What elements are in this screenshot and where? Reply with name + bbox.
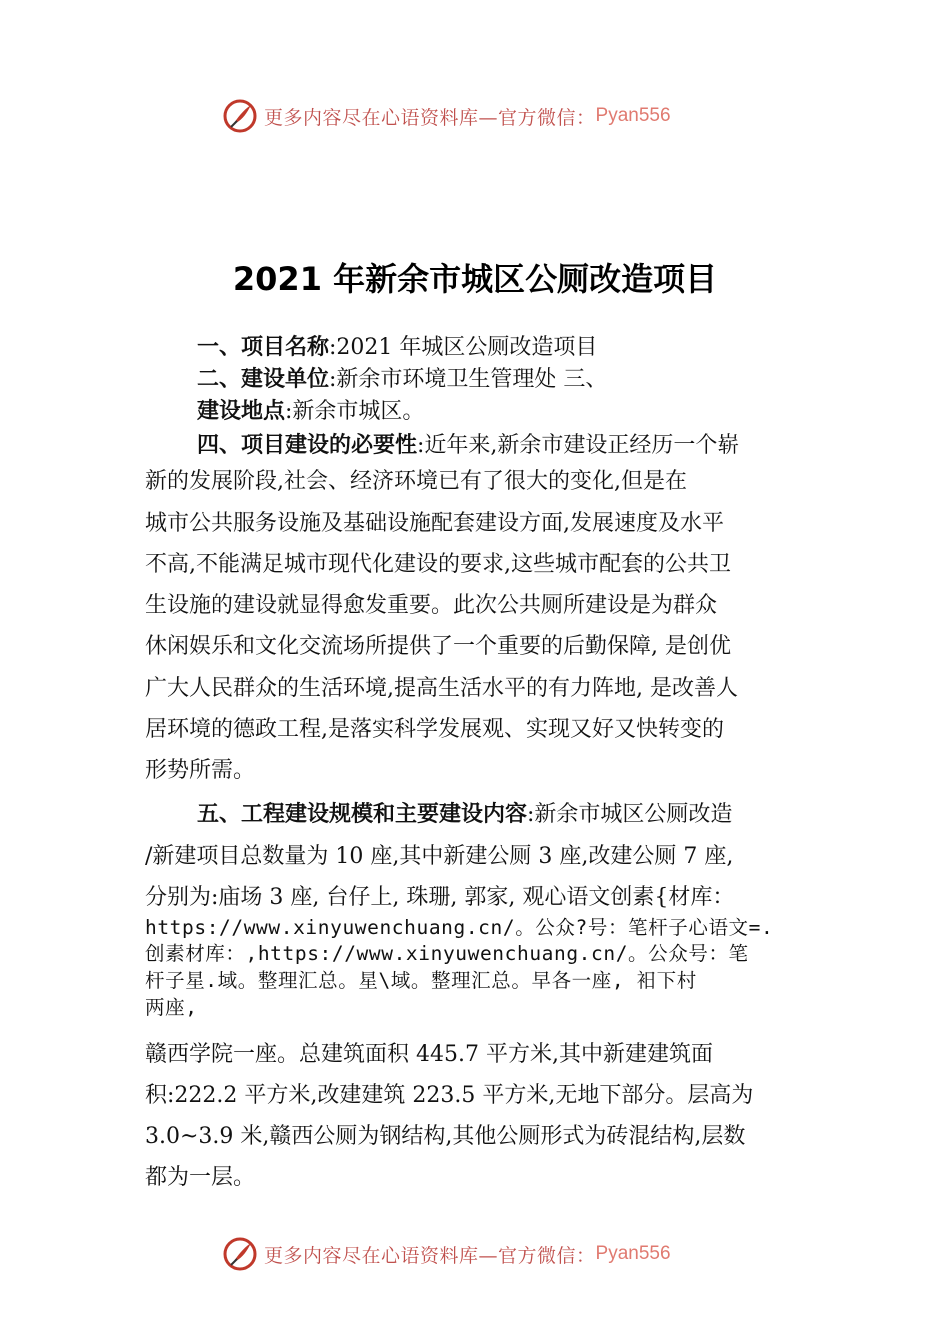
section-label: 五、工程建设规模和主要建设内容 bbox=[197, 802, 528, 827]
section-label: 四、项目建设的必要性 bbox=[197, 433, 418, 458]
banner-text: 更多内容尽在心语资料库—官方微信： bbox=[264, 1244, 596, 1267]
section-label: 建设地点 bbox=[197, 399, 286, 424]
paragraph-line: 积:222.2 平方米,改建建筑 223.5 平方米,无地下部分。层高为 bbox=[145, 1083, 754, 1108]
paragraph-line: 分别为:庙场 3 座, 台仔上, 珠珊, 郭家, 观心语文创素{材库： bbox=[145, 885, 735, 910]
paragraph-line: 3.0~3.9 米,赣西公厕为钢结构,其他公厕形式为砖混结构,层数 bbox=[145, 1124, 746, 1149]
wechat-id: Pyan556 bbox=[595, 105, 671, 126]
section-value: :近年来,新余市建设正经历一个崭 bbox=[417, 433, 740, 458]
paragraph-line: 广大人民群众的生活环境,提高生活水平的有力阵地, 是改善人 bbox=[145, 676, 738, 701]
paragraph-line: 两座, bbox=[145, 996, 198, 1019]
quill-logo-icon bbox=[222, 1236, 258, 1272]
paragraph-line: 城市公共服务设施及基础设施配套建设方面,发展速度及水平 bbox=[145, 511, 724, 536]
wechat-id: Pyan556 bbox=[595, 1243, 671, 1264]
paragraph-line: https://www.xinyuwenchuang.cn/。公众?号：笔杆子心语文=. bbox=[145, 916, 774, 939]
quill-logo-icon bbox=[222, 98, 258, 134]
paragraph-line: 休闲娱乐和文化交流场所提供了一个重要的后勤保障, 是创优 bbox=[145, 634, 731, 659]
section-label: 二、建设单位 bbox=[197, 367, 330, 392]
page-title: 2021 年新余市城区公厕改造项目 bbox=[232, 260, 718, 298]
paragraph-line: 杆子星.域。整理汇总。星\域。整理汇总。早各一座, 衵下村 bbox=[145, 969, 697, 992]
section-value: :新余市城区公厕改造 bbox=[527, 802, 733, 827]
footer-banner bbox=[222, 1234, 671, 1274]
section-value: :新余市环境卫生管理处 三、 bbox=[329, 367, 608, 392]
paragraph-line: 居环境的德政工程,是落实科学发展观、实现又好又快转变的 bbox=[145, 717, 724, 742]
paragraph-line: 形势所需。 bbox=[145, 758, 256, 783]
paragraph-line: 不高,不能满足城市现代化建设的要求,这些城市配套的公共卫 bbox=[145, 552, 731, 577]
header-banner bbox=[222, 96, 671, 136]
section-location bbox=[197, 398, 424, 426]
section-value: :新余市城区。 bbox=[285, 399, 425, 424]
paragraph-line: 生设施的建设就显得愈发重要。此次公共厕所建设是为群众 bbox=[145, 593, 718, 618]
section-builder bbox=[197, 366, 607, 394]
paragraph-line: 赣西学院一座。总建筑面积 445.7 平方米,其中新建建筑面 bbox=[145, 1042, 713, 1067]
paragraph-line: 都为一层。 bbox=[145, 1165, 256, 1190]
paragraph-line: /新建项目总数量为 10 座,其中新建公厕 3 座,改建公厕 7 座, bbox=[145, 844, 734, 869]
section-scale bbox=[197, 801, 732, 829]
section-label: 一、项目名称 bbox=[197, 335, 330, 360]
paragraph-line: 创素材库：,https://www.xinyuwenchuang.cn/。公众号：笔 bbox=[145, 942, 749, 965]
paragraph-line: 新的发展阶段,社会、经济环境已有了很大的变化,但是在 bbox=[145, 469, 687, 494]
section-value: :2021 年城区公厕改造项目 bbox=[329, 335, 598, 360]
section-project-name bbox=[197, 334, 597, 362]
section-necessity bbox=[197, 432, 739, 460]
banner-text: 更多内容尽在心语资料库—官方微信： bbox=[264, 106, 596, 129]
